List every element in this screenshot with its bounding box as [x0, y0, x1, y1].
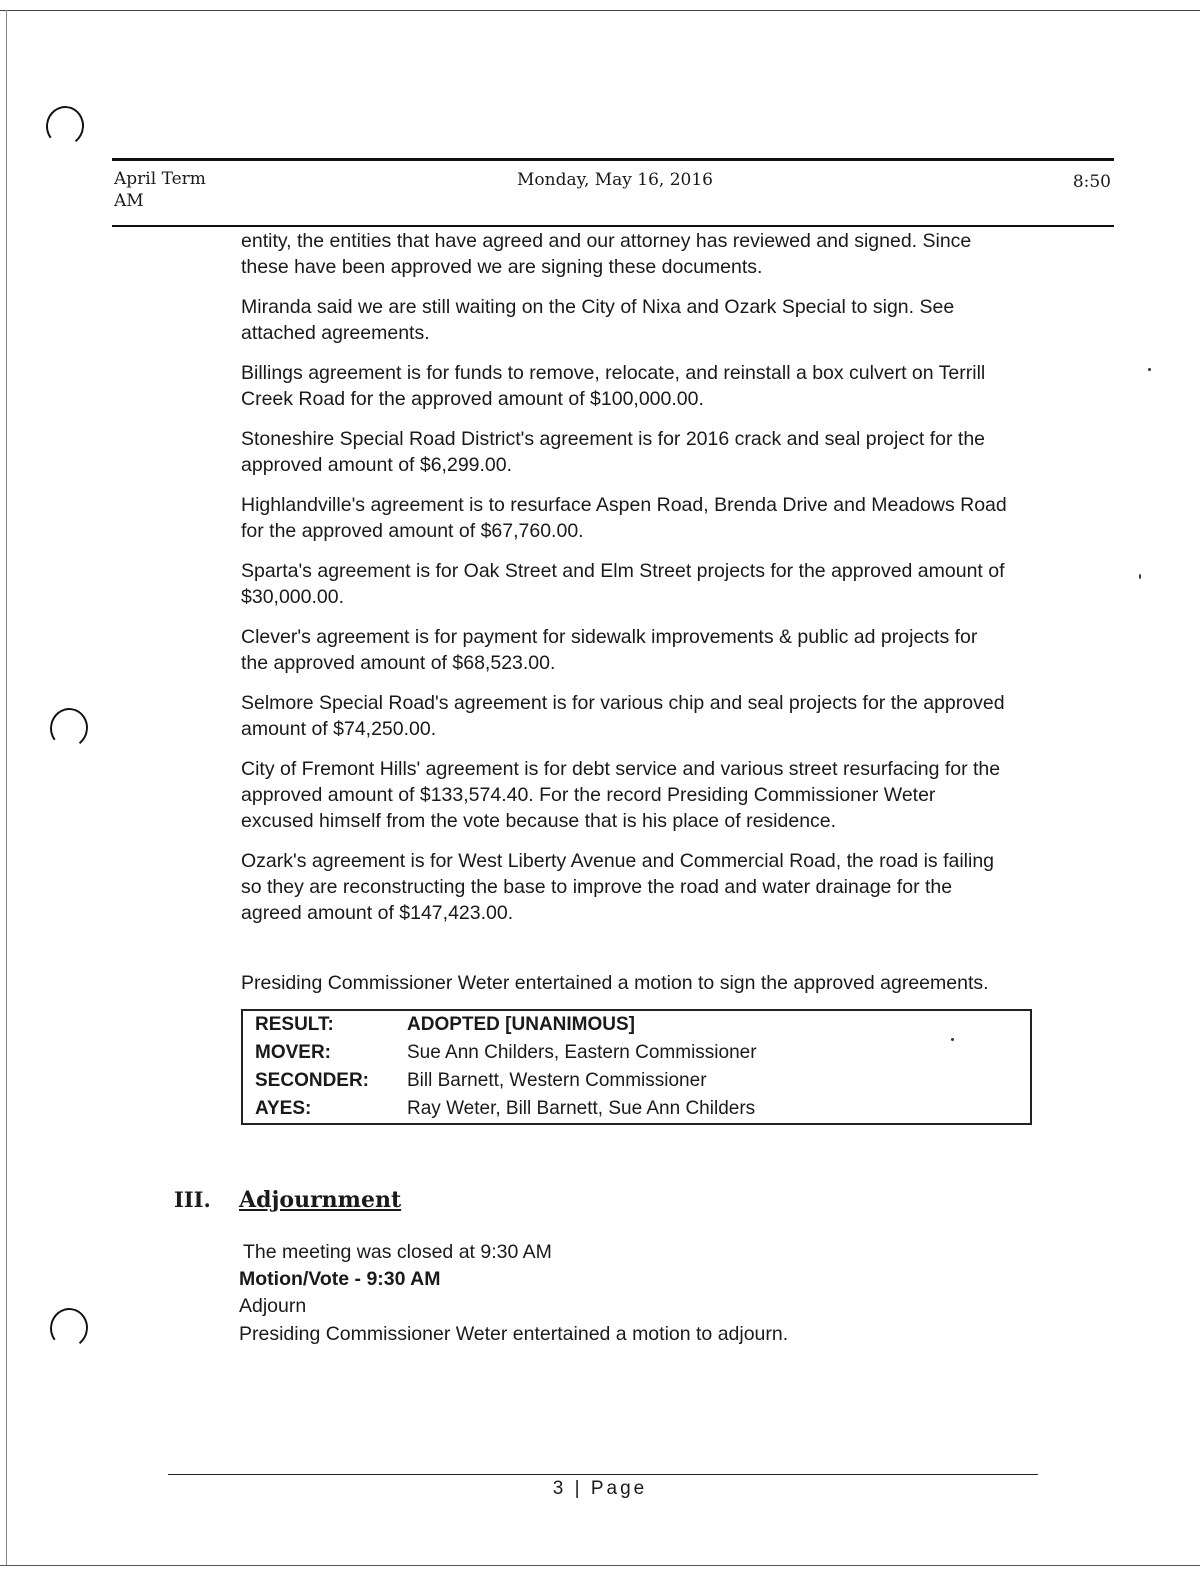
motion-vote-heading: Motion/Vote - 9:30 AM: [239, 1268, 441, 1290]
vote-value: Sue Ann Childers, Eastern Commissioner: [407, 1042, 757, 1063]
paragraph: [241, 848, 1061, 926]
vote-row-seconder: [255, 1069, 707, 1093]
text-line: entity, the entities that have agreed and our attorney has reviewed and signed. Since: [241, 230, 972, 252]
vote-label: SECONDER:: [255, 1070, 370, 1091]
paragraph: [241, 294, 1061, 346]
vote-result-box: [241, 1009, 1032, 1125]
section-number: III.: [174, 1187, 211, 1212]
page-number: 3 | Page: [552, 1478, 648, 1499]
header-term-line2: AM: [114, 191, 144, 211]
paragraph: [241, 690, 1061, 742]
text-line: these have been approved we are signing these documents.: [241, 256, 763, 278]
paragraph: [241, 492, 1061, 544]
vote-value: ADOPTED [UNANIMOUS]: [407, 1014, 635, 1035]
scan-border-left: [6, 10, 7, 1566]
text-line: for the approved amount of $67,760.00.: [241, 520, 584, 542]
text-line: Selmore Special Road's agreement is for various chip and seal projects for the approved: [241, 692, 1005, 714]
text-line: approved amount of $133,574.40. For the record Presiding Commissioner Weter: [241, 784, 936, 806]
vote-label: AYES:: [255, 1098, 312, 1119]
motion-statement: Presiding Commissioner Weter entertained a motion to sign the approved agreements.: [241, 972, 989, 994]
vote-row-result: [255, 1013, 635, 1037]
punch-hole-bottom: [47, 1306, 90, 1351]
vote-label: MOVER:: [255, 1042, 331, 1063]
meeting-closed-text: The meeting was closed at 9:30 AM: [243, 1241, 552, 1263]
header-rule-bottom: [112, 225, 1114, 227]
scan-speck: [1148, 368, 1151, 371]
text-line: the approved amount of $68,523.00.: [241, 652, 556, 674]
scan-speck: [1139, 574, 1141, 579]
paragraph: [241, 426, 1061, 478]
vote-row-mover: [255, 1041, 757, 1065]
section-title: Adjournment: [239, 1187, 402, 1213]
paragraph: [241, 360, 1061, 412]
punch-hole-middle: [47, 706, 90, 751]
text-line: excused himself from the vote because that is his place of residence.: [241, 810, 837, 832]
header-time: 8:50: [1072, 172, 1111, 192]
text-line: Ozark's agreement is for West Liberty Avenue and Commercial Road, the road is failing: [241, 850, 995, 872]
vote-row-ayes: [255, 1097, 755, 1121]
text-line: $30,000.00.: [241, 586, 345, 608]
text-line: City of Fremont Hills' agreement is for debt service and various street resurfacing for the: [241, 758, 1001, 780]
text-line: so they are reconstructing the base to improve the road and water drainage for the: [241, 876, 953, 898]
header-term-line1: April Term: [114, 169, 206, 189]
text-line: amount of $74,250.00.: [241, 718, 437, 740]
text-line: Miranda said we are still waiting on the City of Nixa and Ozark Special to sign. See: [241, 296, 955, 318]
paragraph: [241, 624, 1061, 676]
scan-border-top: [0, 10, 1200, 11]
text-line: approved amount of $6,299.00.: [241, 454, 513, 476]
text-line: Sparta's agreement is for Oak Street and Elm Street projects for the approved amount of: [241, 560, 1005, 582]
vote-value: Bill Barnett, Western Commissioner: [407, 1070, 707, 1091]
text-line: Billings agreement is for funds to remove, relocate, and reinstall a box culvert on Terrill: [241, 362, 986, 384]
paragraph: [241, 228, 1061, 280]
text-line: attached agreements.: [241, 322, 430, 344]
text-line: agreed amount of $147,423.00.: [241, 902, 514, 924]
scan-border-bottom: [0, 1565, 1200, 1566]
adjourn-label: Adjourn: [239, 1295, 307, 1317]
text-line: Highlandville's agreement is to resurface Aspen Road, Brenda Drive and Meadows Road: [241, 494, 1007, 516]
vote-value: Ray Weter, Bill Barnett, Sue Ann Childers: [407, 1098, 756, 1119]
text-line: Clever's agreement is for payment for sidewalk improvements & public ad projects for: [241, 626, 978, 648]
text-line: Stoneshire Special Road District's agreement is for 2016 crack and seal project for the: [241, 428, 986, 450]
text-line: Creek Road for the approved amount of $100,000.00.: [241, 388, 704, 410]
header-rule-top: [112, 158, 1114, 161]
footer-rule: [168, 1474, 1038, 1475]
paragraph: [241, 558, 1061, 610]
paragraph: [241, 756, 1061, 834]
punch-hole-top: [43, 104, 86, 149]
adjourn-motion-text: Presiding Commissioner Weter entertained a motion to adjourn.: [239, 1323, 789, 1345]
agreements-text: [241, 228, 1061, 940]
header-date: Monday, May 16, 2016: [516, 170, 713, 190]
vote-label: RESULT:: [255, 1014, 334, 1035]
